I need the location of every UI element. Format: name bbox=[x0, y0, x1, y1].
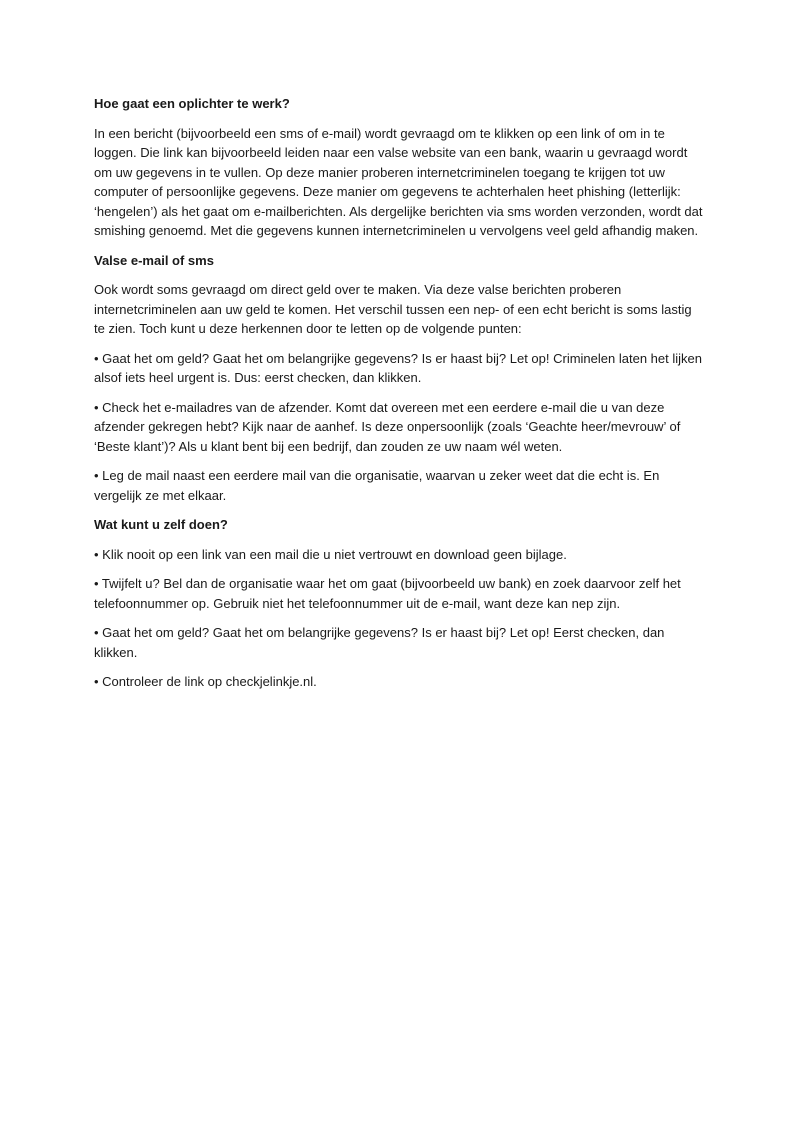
bullet-item: • Controleer de link op checkjelinkje.nl. bbox=[94, 674, 317, 689]
document-page bbox=[94, 94, 706, 702]
bullet-item: • Twijfelt u? Bel dan de organisatie waar het om gaat (bijvoorbeeld uw bank) en zoek daarvoor zelf het telefoonnummer op. Gebruik niet het telefoonnummer uit de e-mail, want deze kan nep zijn. bbox=[94, 576, 681, 611]
paragraph: In een bericht (bijvoorbeeld een sms of e-mail) wordt gevraagd om te klikken op een link of om in te loggen. Die link kan bijvoorbeeld leiden naar een valse website van een bank, waarin u gevraagd wordt om uw gegevens in te vullen. Op deze manier proberen internetcriminelen toegang te krijgen tot uw computer of persoonlijke gegevens. Deze manier om gegevens te achterhalen heet phishing (letterlijk: ‘hengelen’) als het gaat om e-mailberichten. Als dergelijke berichten via sms worden verzonden, wordt dat smishing genoemd. Met die gegevens kunnen internetcriminelen u vervolgens veel geld afhandig maken. bbox=[94, 125, 703, 238]
bullet-item: • Gaat het om geld? Gaat het om belangrijke gegevens? Is er haast bij? Let op! Eerst checken, dan klikken. bbox=[94, 625, 665, 660]
bullet-item: • Klik nooit op een link van een mail die u niet vertrouwt en download geen bijlage. bbox=[94, 546, 567, 562]
bullet-item: • Leg de mail naast een eerdere mail van die organisatie, waarvan u zeker weet dat die echt is. En vergelijk ze met elkaar. bbox=[94, 468, 660, 503]
bullet-item: • Check het e-mailadres van de afzender. Komt dat overeen met een eerdere e-mail die u van deze afzender gekregen hebt? Kijk naar de aanhef. Is deze onpersoonlijk (zoals ‘Geachte heer/mevrouw’ of ‘Beste klant’)? Als u klant bent bij een bedrijf, dan zouden ze uw naam wél weten. bbox=[94, 399, 681, 454]
section-what-you-can-do bbox=[94, 515, 706, 692]
paragraph: Ook wordt soms gevraagd om direct geld over te maken. Via deze valse berichten proberen internetcriminelen aan uw geld te komen. Het verschil tussen een nep- of een echt bericht is soms lastig te zien. Toch kunt u deze herkennen door te letten op de volgende punten: bbox=[94, 282, 692, 336]
section-fake-email-sms bbox=[94, 251, 706, 506]
section-heading: Wat kunt u zelf doen? bbox=[94, 517, 228, 532]
section-how-scammer-works bbox=[94, 94, 706, 241]
bullet-item: • Gaat het om geld? Gaat het om belangrijke gegevens? Is er haast bij? Let op! Criminelen laten het lijken alsof iets heel urgent is. Dus: eerst checken, dan klikken. bbox=[94, 350, 702, 385]
section-heading: Valse e-mail of sms bbox=[94, 252, 214, 268]
section-heading: Hoe gaat een oplichter te werk? bbox=[94, 96, 290, 111]
